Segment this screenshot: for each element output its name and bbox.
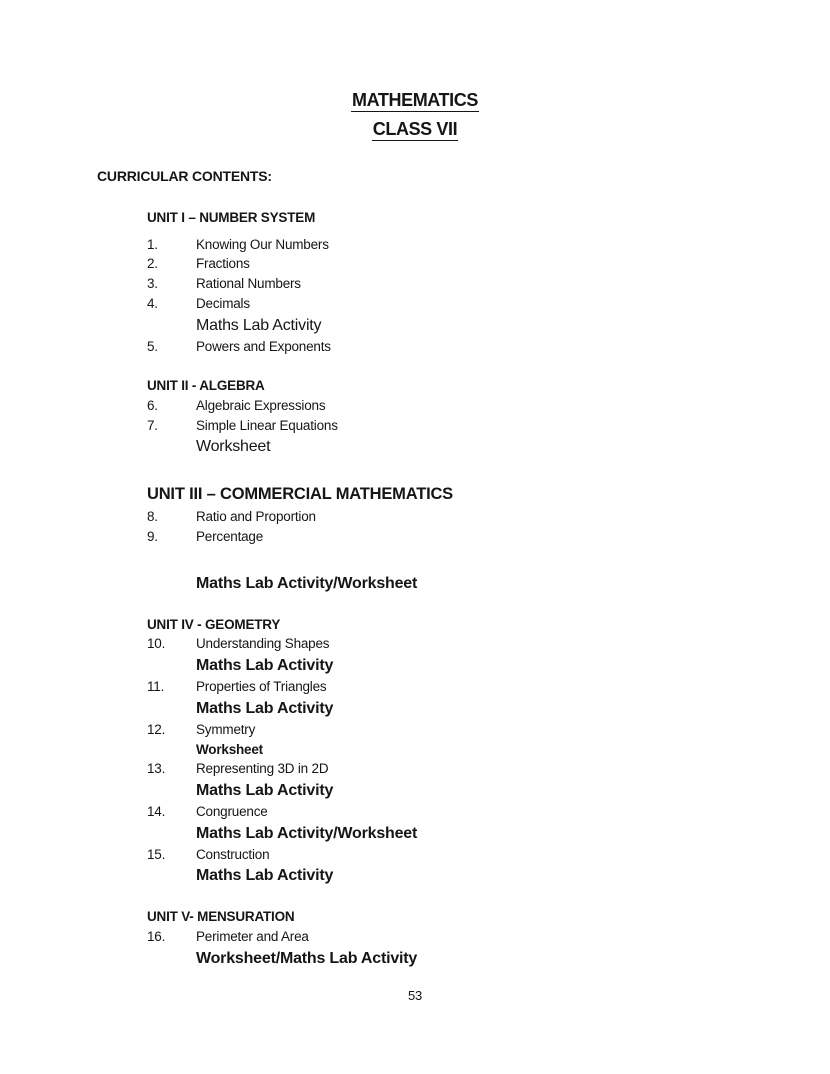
activity-note	[147, 947, 830, 970]
item-number: 7.	[147, 417, 158, 433]
page-number: 53	[407, 987, 423, 1003]
activity-text: Maths Lab Activity	[196, 316, 322, 334]
activity-text: Maths Lab Activity/Worksheet	[196, 824, 418, 842]
activity-text: Worksheet/Maths Lab Activity	[196, 949, 418, 967]
activity-note	[147, 697, 830, 720]
item-number: 15.	[147, 846, 166, 862]
item-text: Properties of Triangles	[196, 679, 327, 695]
unit-heading: UNIT III – COMMERCIAL MATHEMATICS	[147, 485, 453, 504]
activity-text: Maths Lab Activity	[196, 699, 334, 717]
activity-note	[147, 740, 830, 760]
item-number: 6.	[147, 397, 158, 413]
item-number: 13.	[147, 761, 166, 777]
item-number: 16.	[147, 929, 166, 945]
item-number: 5.	[147, 338, 158, 354]
item-number: 9.	[147, 529, 158, 545]
list-item	[147, 677, 830, 697]
activity-text: Maths Lab Activity/Worksheet	[196, 574, 418, 592]
item-text: Algebraic Expressions	[196, 397, 326, 413]
unit-heading: UNIT IV - GEOMETRY	[147, 616, 281, 632]
item-text: Knowing Our Numbers	[196, 236, 329, 252]
unit-block	[147, 376, 830, 458]
list-item	[147, 802, 830, 822]
item-text: Construction	[196, 846, 270, 862]
unit-block	[147, 615, 830, 888]
unit-heading: UNIT I – NUMBER SYSTEM	[147, 210, 316, 225]
list-item	[147, 845, 830, 865]
section-heading: CURRICULAR CONTENTS:	[97, 168, 272, 184]
activity-note	[147, 864, 830, 887]
item-text: Simple Linear Equations	[196, 417, 338, 433]
list-item	[147, 634, 830, 654]
list-item	[147, 759, 830, 779]
item-number: 10.	[147, 636, 166, 652]
activity-note	[147, 435, 830, 458]
activity-text: Worksheet	[196, 741, 263, 757]
item-text: Symmetry	[196, 721, 256, 737]
list-item	[147, 720, 830, 740]
page-title-line1	[0, 90, 830, 112]
activity-text: Maths Lab Activity	[196, 657, 334, 675]
item-number: 12.	[147, 721, 166, 737]
list-item	[147, 507, 830, 527]
page-title	[0, 0, 830, 141]
units-list	[147, 208, 830, 970]
item-number: 8.	[147, 509, 158, 525]
list-item	[147, 254, 830, 274]
item-text: Understanding Shapes	[196, 636, 330, 652]
item-number: 2.	[147, 256, 158, 272]
unit-heading: UNIT V- MENSURATION	[147, 909, 295, 925]
page-title-line1-text: MATHEMATICS	[352, 90, 478, 110]
item-text: Congruence	[196, 803, 268, 819]
item-text: Fractions	[196, 256, 250, 272]
activity-note	[147, 572, 830, 595]
item-text: Decimals	[196, 295, 250, 311]
list-item	[147, 337, 830, 357]
item-number: 1.	[147, 236, 158, 252]
list-item	[147, 527, 830, 547]
list-item	[147, 396, 830, 416]
page-title-line2	[0, 119, 830, 141]
item-text: Perimeter and Area	[196, 929, 309, 945]
list-item	[147, 416, 830, 436]
activity-text: Maths Lab Activity	[196, 867, 334, 885]
item-text: Rational Numbers	[196, 276, 301, 292]
item-number: 4.	[147, 295, 158, 311]
activity-note	[147, 822, 830, 845]
list-item	[147, 274, 830, 294]
unit-block	[147, 907, 830, 969]
activity-note	[147, 654, 830, 677]
item-text: Percentage	[196, 529, 264, 545]
item-number: 14.	[147, 803, 166, 819]
item-text: Powers and Exponents	[196, 338, 331, 354]
activity-text: Worksheet	[196, 438, 271, 456]
item-text: Representing 3D in 2D	[196, 761, 329, 777]
item-number: 11.	[147, 679, 165, 695]
list-item	[147, 235, 830, 255]
list-item	[147, 294, 830, 314]
activity-note	[147, 779, 830, 802]
activity-note	[147, 314, 830, 337]
activity-text: Maths Lab Activity	[196, 781, 334, 799]
unit-block	[147, 208, 830, 356]
unit-block	[147, 483, 830, 594]
page-title-line2-text: CLASS VII	[372, 119, 458, 139]
list-item	[147, 927, 830, 947]
unit-heading: UNIT II - ALGEBRA	[147, 378, 265, 394]
item-text: Ratio and Proportion	[196, 509, 316, 525]
item-number: 3.	[147, 276, 158, 292]
